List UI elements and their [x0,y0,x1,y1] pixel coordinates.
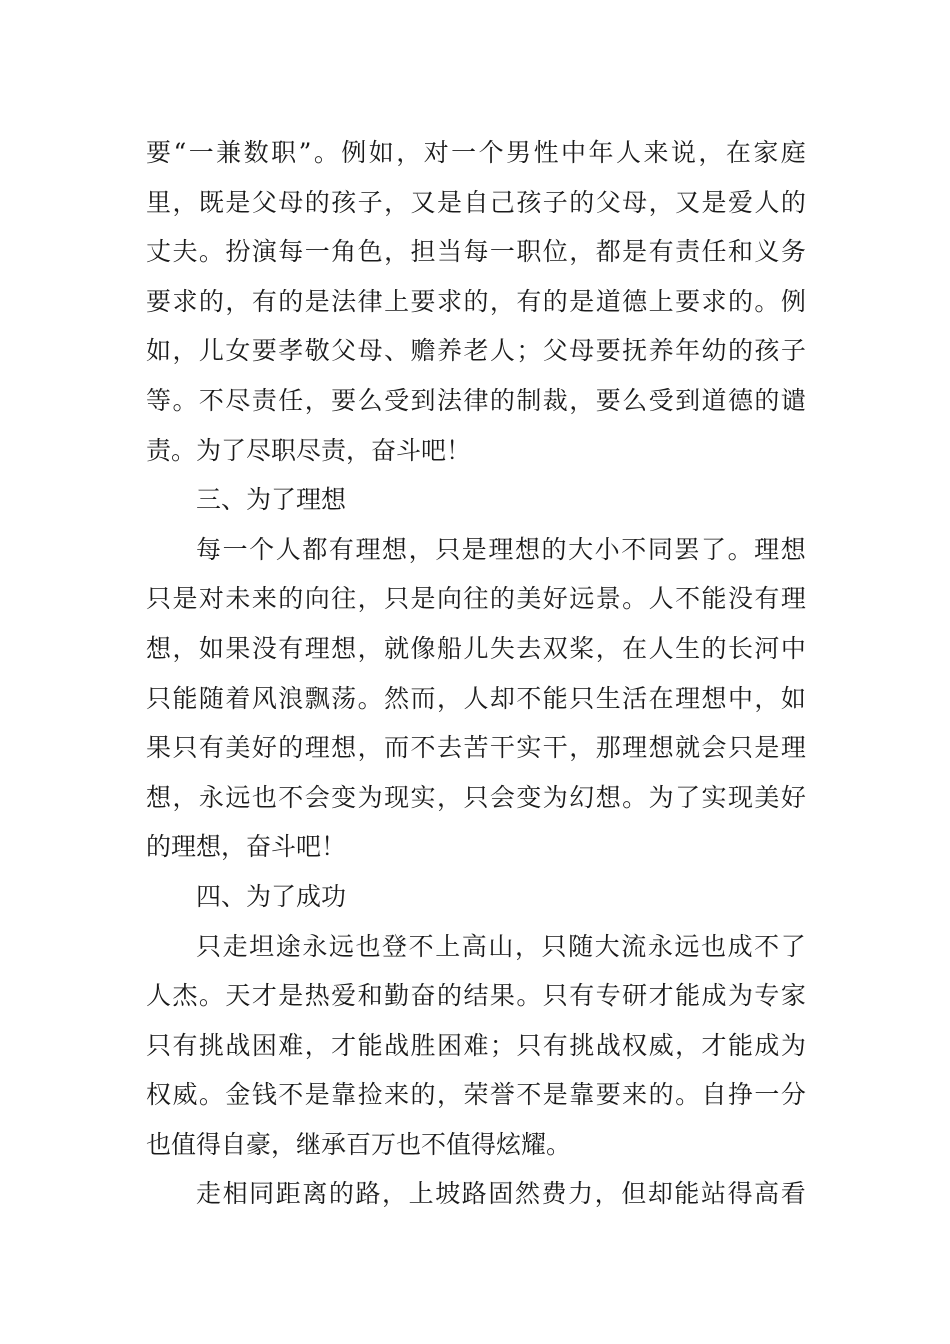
text-line: 走 相 同 距 离 的 路 ， 上 坡 路 固 然 费 力 ， 但 却 能 站 得 高 看 [196,1179,806,1209]
text-line: 每 一 个 人 都 有 理 想 ， 只 是 理 想 的 大 小 不 同 罢 了 。 理 想 [196,534,806,564]
text-line: 也值得自豪，继承百万也不值得炫耀。 [146,1129,572,1159]
text-line: 想 ， 永 远 也 不 会 变 为 现 实 ， 只 会 变 为 幻 想 。 为 了 实 现 美 好 [146,782,806,812]
text-line: 三、为了理想 [196,485,347,515]
text-line: 责。为了尽职尽责，奋斗吧！ [146,435,472,465]
text-line: 只 走 坦 途 永 远 也 登 不 上 高 山 ， 只 随 大 流 永 远 也 成 不 了 [196,931,806,961]
text-line: 只 能 随 着 风 浪 飘 荡 。 然 而 ， 人 却 不 能 只 生 活 在 理 想 中 ， 如 [146,683,806,713]
text-line: 如 ， 儿 女 要 孝 敬 父 母 、 赡 养 老 人 ； 父 母 要 抚 养 年 幼 的 孩 子 [146,336,806,366]
text-line: 要 求 的 ， 有 的 是 法 律 上 要 求 的 ， 有 的 是 道 德 上 要 求 的 。 例 [146,286,806,316]
text-line: 要 “ 一 兼 数 职 ” 。 例 如 ， 对 一 个 男 性 中 年 人 来 说 ， 在 家 庭 [146,138,806,167]
text-line: 只 有 挑 战 困 难 ， 才 能 战 胜 困 难 ； 只 有 挑 战 权 威 ， 才 能 成 为 [146,1030,806,1060]
document-page [146,128,806,1219]
text-line: 人 杰 。 天 才 是 热 爱 和 勤 奋 的 结 果 。 只 有 专 研 才 能 成 为 专 家 [146,981,806,1011]
text-line: 丈 夫 。 扮 演 每 一 角 色 ， 担 当 每 一 职 位 ， 都 是 有 责 任 和 义 务 [146,237,806,267]
text-line: 权 威 。 金 钱 不 是 靠 捡 来 的 ， 荣 誉 不 是 靠 要 来 的 。 自 挣 一 分 [146,1080,806,1110]
text-line: 果 只 有 美 好 的 理 想 ， 而 不 去 苦 干 实 干 ， 那 理 想 就 会 只 是 理 [146,733,806,763]
text-line: 四、为了成功 [196,881,347,911]
text-line: 的理想，奋斗吧！ [146,832,347,862]
text-line: 里 ， 既 是 父 母 的 孩 子 ， 又 是 自 己 孩 子 的 父 母 ， 又 是 爱 人 的 [146,187,806,217]
text-line: 等 。 不 尽 责 任 ， 要 么 受 到 法 律 的 制 裁 ， 要 么 受 到 道 德 的 谴 [146,385,806,415]
text-line: 想 ， 如 果 没 有 理 想 ， 就 像 船 儿 失 去 双 桨 ， 在 人 生 的 长 河 中 [146,633,806,663]
text-line: 只 是 对 未 来 的 向 往 ， 只 是 向 往 的 美 好 远 景 。 人 不 能 没 有 理 [146,584,806,614]
